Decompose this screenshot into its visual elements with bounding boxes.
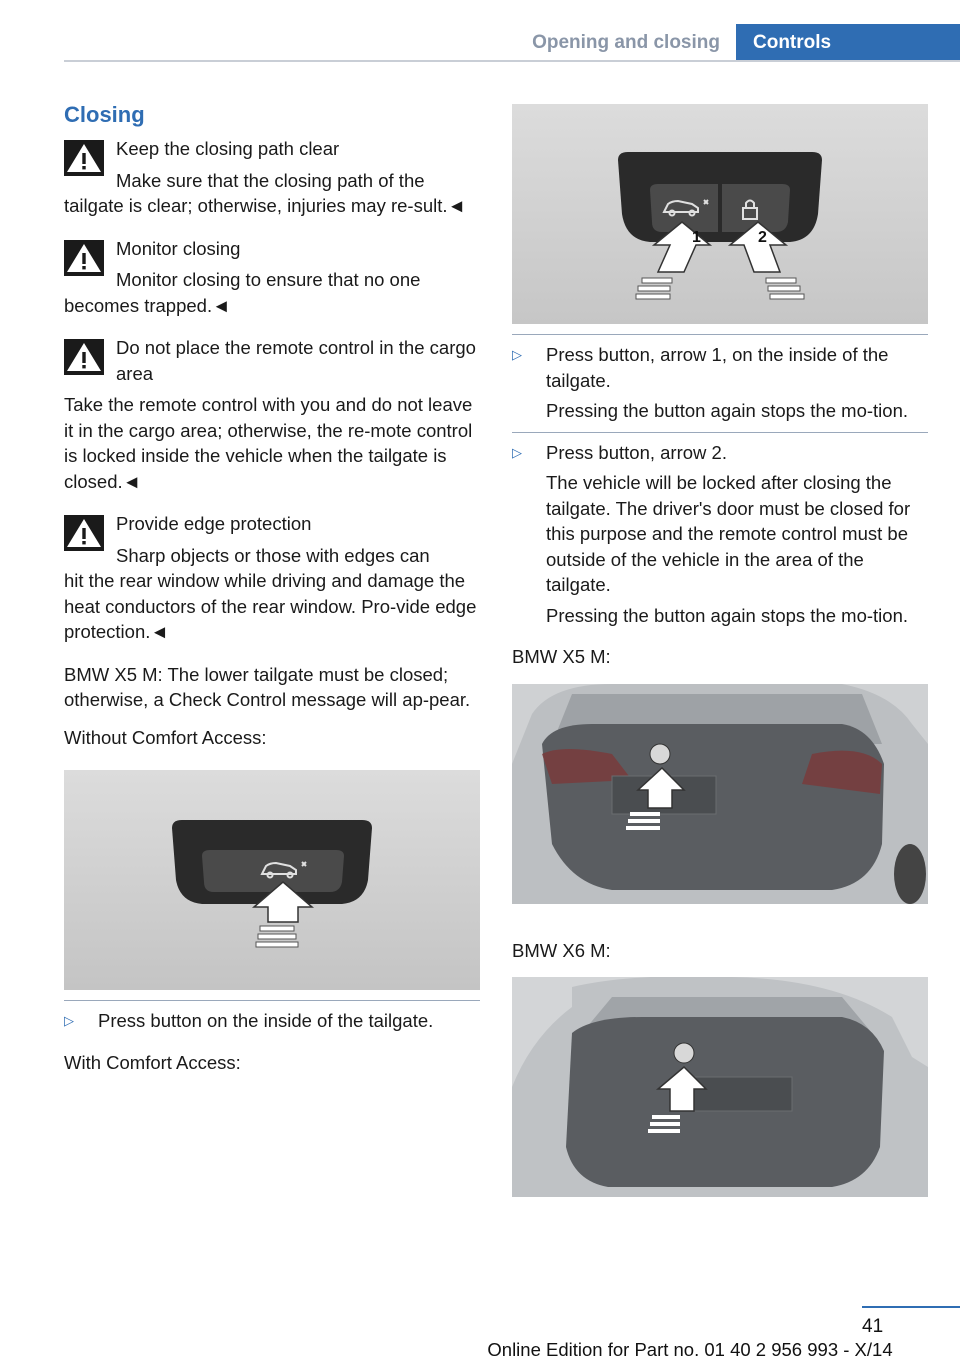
label-with-comfort-access: With Comfort Access: — [64, 1051, 241, 1073]
warning-block — [64, 136, 480, 219]
warning-block — [64, 511, 480, 645]
left-column — [64, 100, 480, 1081]
warning-text: tailgate is clear; otherwise, injuries may re-sult.◄ — [64, 195, 466, 216]
warning-title: Keep the closing path clear — [116, 138, 340, 159]
warning-text-first: Make sure that the closing path of the — [116, 169, 425, 191]
figure-x5m-tailgate — [512, 684, 928, 904]
warning-block — [64, 335, 480, 494]
page-number: 41 — [862, 1316, 884, 1337]
label-bmw-x5m: BMW X5 M: — [512, 646, 611, 667]
list-item — [512, 432, 928, 637]
tailgate-button-illustration — [64, 770, 480, 990]
warning-text-first: Monitor closing to ensure that no one — [116, 269, 421, 290]
figure-x6m-tailgate — [512, 977, 928, 1197]
triangle-bullet-icon: ▷ — [64, 1013, 74, 1028]
warning-triangle-icon — [64, 339, 104, 375]
x6m-rear-illustration — [512, 977, 928, 1197]
footer-rule — [862, 1306, 960, 1308]
footer-edition: Online Edition for Part no. 01 40 2 956 993 - X/14 — [487, 1339, 893, 1360]
warning-text: hit the rear window while driving and damage the heat conductors of the rear window. Pro-vide edge protection.◄ — [64, 570, 477, 642]
warning-text-first: Sharp objects or those with edges can — [116, 544, 430, 566]
tailgate-two-buttons-illustration — [512, 104, 928, 324]
figure-tailgate-button-single — [64, 770, 480, 990]
header-chapter-tab: Controls — [736, 24, 960, 62]
section-heading: Closing — [64, 102, 145, 127]
right-column — [512, 104, 928, 1197]
list-item-text: Press button, arrow 2. — [546, 441, 727, 463]
figure-tailgate-buttons-double — [512, 104, 928, 324]
triangle-bullet-icon: ▷ — [512, 444, 522, 460]
arrow-label-1: 1 — [692, 229, 701, 246]
label-bmw-x6m: BMW X6 M: — [512, 939, 611, 961]
list-item — [64, 1000, 480, 1042]
paragraph-x5m-note: BMW X5 M: The lower tailgate must be closed; otherwise, a Check Control message will ap-pear. — [64, 663, 471, 710]
list-item-text: Press button on the inside of the tailgate. — [98, 1010, 434, 1031]
list-item-subtext: Pressing the button again stops the mo-tion. — [546, 400, 908, 421]
warning-triangle-icon — [64, 515, 104, 551]
list-item-subtext: Pressing the button again stops the mo-tion. — [546, 604, 908, 626]
warning-triangle-icon — [64, 140, 104, 176]
warning-block — [64, 236, 480, 319]
list-item — [512, 334, 928, 432]
header-section-title: Opening and closing — [532, 32, 720, 53]
triangle-bullet-icon: ▷ — [512, 347, 522, 362]
arrow-label-2: 2 — [758, 229, 767, 246]
x5m-rear-illustration — [512, 684, 928, 904]
warning-title: Do not place the remote control in the cargo area — [116, 337, 476, 384]
warning-text: becomes trapped.◄ — [64, 294, 231, 316]
list-item-subtext: The vehicle will be locked after closing the tailgate. The driver's door must be closed for this purpose and the remote control must be outside of the vehicle in the area of the tailgate. — [546, 472, 911, 595]
warning-triangle-icon — [64, 240, 104, 276]
warning-text: Take the remote control with you and do not leave it in the cargo area; otherwise, the re-mote control is locked inside the vehicle when the tailgate is closed.◄ — [64, 394, 473, 492]
header-rule — [64, 60, 960, 62]
list-item-text: Press button, arrow 1, on the inside of the tailgate. — [546, 344, 889, 391]
warning-title: Provide edge protection — [116, 513, 312, 534]
label-without-comfort-access: Without Comfort Access: — [64, 726, 267, 748]
warning-title: Monitor closing — [116, 237, 241, 259]
